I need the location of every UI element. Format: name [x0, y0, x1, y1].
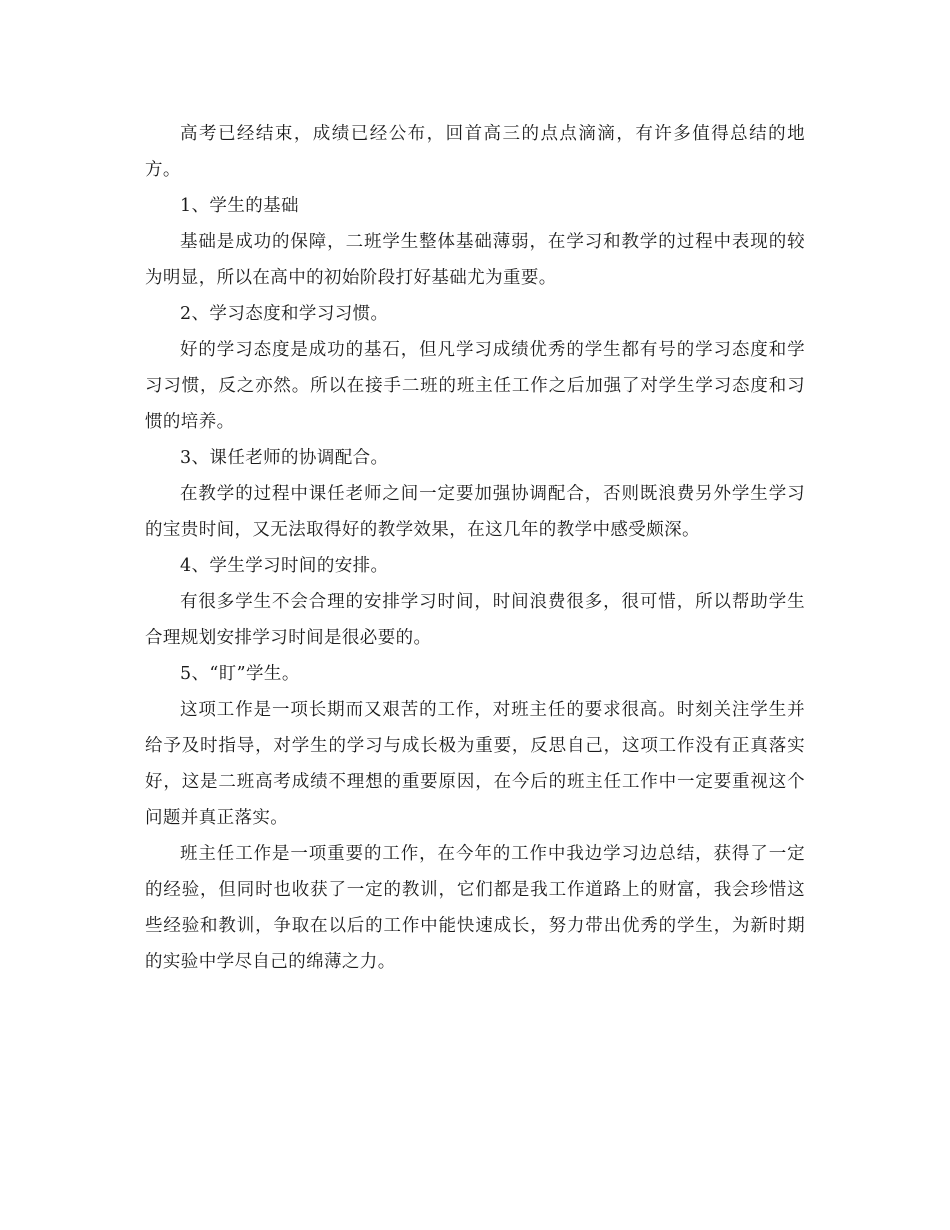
- paragraph-3: 在教学的过程中课任老师之间一定要加强协调配合，否则既浪费另外学生学习的宝贵时间，又无法取得好的教学效果，在这几年的教学中感受颇深。: [145, 484, 805, 540]
- document-body: [145, 116, 805, 980]
- heading-1: 1、学生的基础: [180, 196, 299, 216]
- heading-5: 5、“盯”学生。: [180, 664, 300, 684]
- heading-4: 4、学生学习时间的安排。: [180, 556, 389, 576]
- paragraph-2: 好的学习态度是成功的基石，但凡学习成绩优秀的学生都有号的学习态度和学习习惯，反之亦然。所以在接手二班的班主任工作之后加强了对学生学习态度和习惯的培养。: [145, 340, 805, 432]
- paragraph-4: 有很多学生不会合理的安排学习时间，时间浪费很多，很可惜，所以帮助学生合理规划安排学习时间是很必要的。: [145, 592, 805, 648]
- paragraph-1: 基础是成功的保障，二班学生整体基础薄弱，在学习和教学的过程中表现的较为明显，所以在高中的初始阶段打好基础尤为重要。: [145, 232, 805, 288]
- conclusion-paragraph: 班主任工作是一项重要的工作，在今年的工作中我边学习边总结，获得了一定的经验，但同时也收获了一定的教训，它们都是我工作道路上的财富，我会珍惜这些经验和教训，争取在以后的工作中能快速成长，努力带出优秀的学生，为新时期的实验中学尽自己的绵薄之力。: [145, 844, 805, 972]
- paragraph-5: 这项工作是一项长期而又艰苦的工作，对班主任的要求很高。时刻关注学生并给予及时指导，对学生的学习与成长极为重要，反思自己，这项工作没有正真落实好，这是二班高考成绩不理想的重要原因，在今后的班主任工作中一定要重视这个问题并真正落实。: [145, 700, 805, 828]
- intro-paragraph: 高考已经结束，成绩已经公布，回首高三的点点滴滴，有许多值得总结的地方。: [145, 124, 805, 180]
- heading-2: 2、学习态度和学习习惯。: [180, 304, 389, 324]
- heading-3: 3、课任老师的协调配合。: [180, 448, 389, 468]
